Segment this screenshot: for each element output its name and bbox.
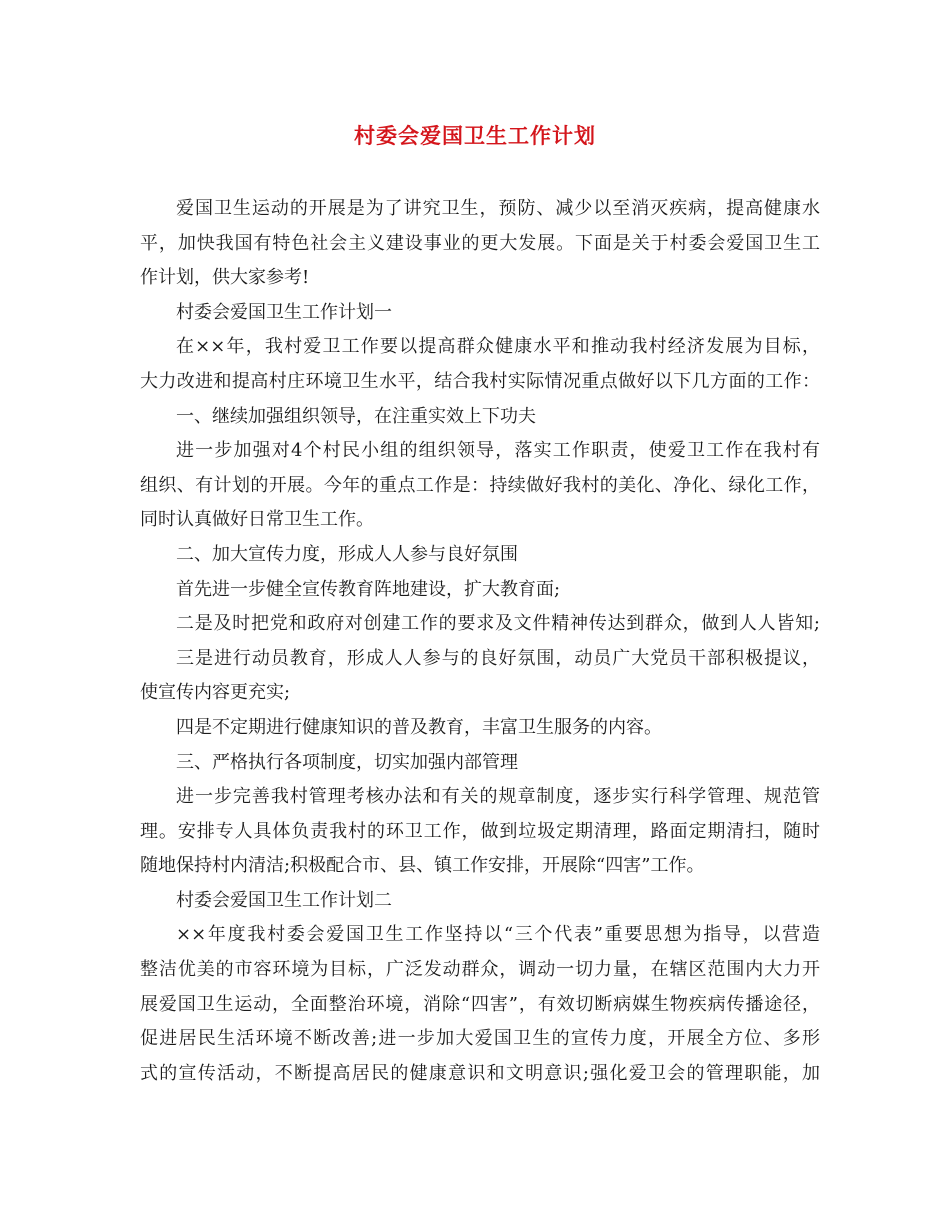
- text-line: 一、继续加强组织领导，在注重实效上下功夫: [176, 405, 536, 427]
- text-line: 二是及时把党和政府对创建工作的要求及文件精神传达到群众，做到人人皆知;: [176, 613, 820, 635]
- text-line: 二、加大宣传力度，形成人人参与良好氛围: [176, 543, 518, 565]
- text-line: 爱国卫生运动的开展是为了讲究卫生，预防、减少以至消灭疾病，提高健康水: [176, 198, 820, 219]
- text-line: 同时认真做好日常卫生工作。: [140, 509, 374, 531]
- text-line: 四是不定期进行健康知识的普及教育，丰富卫生服务的内容。: [176, 716, 662, 738]
- text-line: 三、严格执行各项制度，切实加强内部管理: [176, 751, 518, 773]
- document-title: 村委会爱国卫生工作计划: [354, 123, 596, 148]
- text-line: 三是进行动员教育，形成人人参与的良好氛围，动员广大党员干部积极提议，: [176, 647, 820, 669]
- text-line: 村委会爱国卫生工作计划二: [176, 889, 392, 911]
- text-line: 促进居民生活环境不断改善;进一步加大爱国卫生的宣传力度，开展全方位、多形: [140, 1028, 820, 1050]
- text-line: 组织、有计划的开展。今年的重点工作是：持续做好我村的美化、净化、绿化工作，: [140, 474, 820, 496]
- text-line: 展爱国卫生运动，全面整治环境，消除“四害”，有效切断病媒生物疾病传播途径，: [140, 993, 820, 1015]
- text-line: 式的宣传活动，不断提高居民的健康意识和文明意识;强化爱卫会的管理职能，加: [140, 1062, 820, 1084]
- text-line: 首先进一步健全宣传教育阵地建设，扩大教育面;: [176, 578, 561, 600]
- text-line: ××年度我村委会爱国卫生工作坚持以“三个代表”重要思想为指导，以营造: [176, 924, 820, 946]
- text-line: 整洁优美的市容环境为目标，广泛发动群众，调动一切力量，在辖区范围内大力开: [140, 959, 820, 981]
- text-line: 平，加快我国有特色社会主义建设事业的更大发展。下面是关于村委会爱国卫生工: [140, 232, 820, 254]
- document-body: [140, 192, 820, 1091]
- text-line: 进一步完善我村管理考核办法和有关的规章制度，逐步实行科学管理、规范管: [176, 786, 820, 808]
- text-line: 大力改进和提高村庄环境卫生水平，结合我村实际情况重点做好以下几方面的工作：: [140, 370, 820, 392]
- text-line: 进一步加强对4个村民小组的组织领导，落实工作职责，使爱卫工作在我村有: [176, 440, 820, 462]
- text-line: 在××年，我村爱卫工作要以提高群众健康水平和推动我村经济发展为目标，: [176, 336, 820, 358]
- text-line: 作计划，供大家参考!: [140, 267, 310, 289]
- text-line: 使宣传内容更充实;: [140, 682, 291, 704]
- text-line: 理。安排专人具体负责我村的环卫工作，做到垃圾定期清理，路面定期清扫，随时: [140, 820, 820, 842]
- text-line: 随地保持村内清洁;积极配合市、县、镇工作安排，开展除“四害”工作。: [140, 855, 705, 877]
- text-line: 村委会爱国卫生工作计划一: [176, 301, 392, 323]
